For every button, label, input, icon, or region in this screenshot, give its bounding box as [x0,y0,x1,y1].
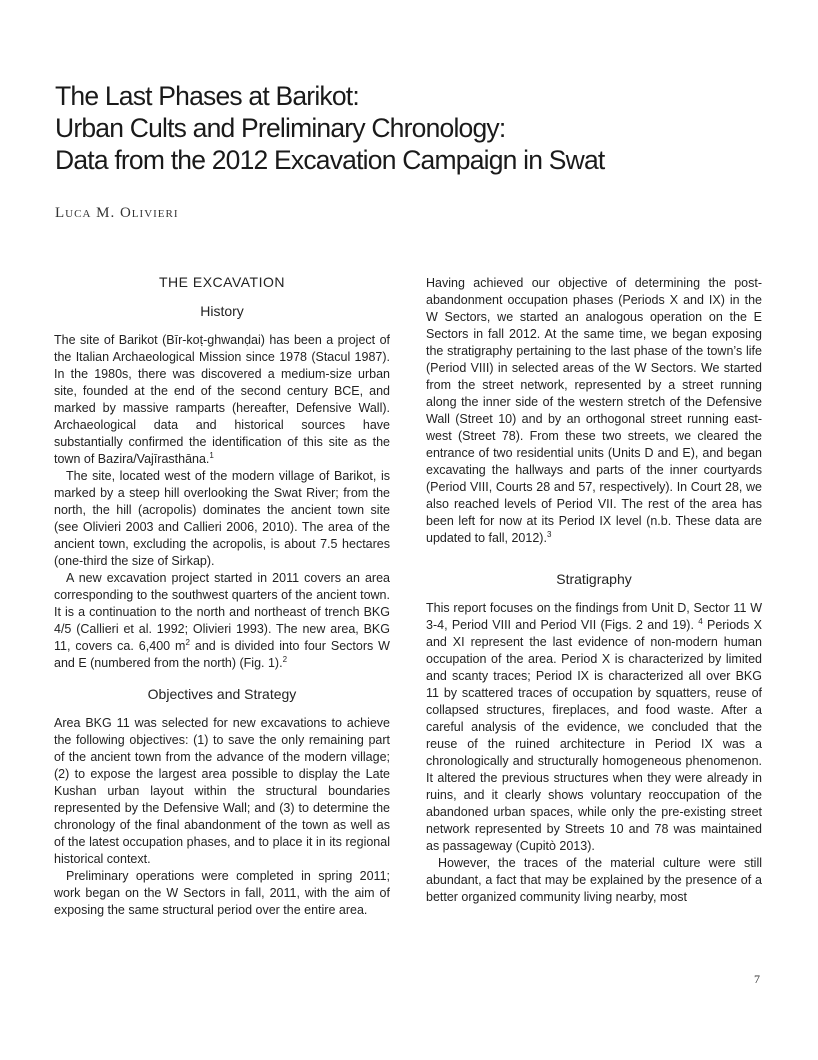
right-column [426,275,762,906]
superscript: 2 [185,637,190,647]
footnote-marker: 3 [546,529,552,539]
right-paragraph-1: Having achieved our objective of determining the post-abandonment occupation phases (Periods X and IX) in the W Sectors, we started an analogous operation on the E Sectors in fall 2012. At the same time, we began exposing the stratigraphy pertaining to the last phase of the town’s life (Period VIII) in selected areas of the W Sectors. We started from the street network, represented by a street running along the inner side of the western stretch of the Defensive Wall (Street 10) and by an orthogonal street running east-west (Street 78). From these two streets, we cleared the entrance of two residential units (Units D and E), and began excavating the hallways and parts of the inner courtyards (Period VIII, Courts 28 and 57, respectively). In Court 28, we also reached levels of Period VII. The rest of the area has been left for now at its Period IX level (n.b. These data are updated to fall, 2012).$^3$ [426,276,762,545]
stratigraphy-paragraph-1: This report focuses on the findings from Unit D, Sector 11 W 3-4, Period VIII and Period VII (Figs. 2 and 19). $^4$ Periods X and XI represent the last evidence of non-modern human occupation of the area. Period X is characterized by limited and scanty traces; Period IX is characterized all over BKG 11 by scattered traces of occupation by squatters, reuse of collapsed structures, fireplaces, and food waste. After a careful analysis of the evidence, we concluded that the reuse of the ruined architecture in Period IX was a chronologically and structurally homogeneous phenomenon. It altered the previous structures when they were already in ruins, and it clearly shows voluntary reoccupation of the abandoned urban spaces, while only the pre-existing street network represented by Streets 10 and 78 was maintained as passageway (Cupitò 2013). [426,601,762,853]
title-line-2: Urban Cults and Preliminary Chronology: [55,113,506,143]
stratigraphy-heading: Stratigraphy [556,571,632,587]
objectives-heading: Objectives and Strategy [147,686,297,702]
section-heading: THE EXCAVATION [158,274,285,290]
history-paragraph-3: A new excavation project started in 2011 covers an area corresponding to the southwest quarters of the ancient town. It is a continuation to the north and northeast of trench BKG 4/5 (Callieri et al. 1992; Olivieri 1993). The new area, BKG 11, covers ca. 6,400 $m^2$ and is divided into four Sectors W and E (numbered from the north) (Fig. 1).$^2$ [54,571,390,670]
history-heading: History [200,303,244,319]
page-number: 7 [754,972,760,986]
left-column [54,274,390,919]
title-line-1: The Last Phases at Barikot: [55,81,359,111]
objectives-paragraph-2: Preliminary operations were completed in spring 2011; work began on the W Sectors in fall, 2011, with the aim of exposing the same structural period over the entire area. [54,869,390,917]
history-paragraph-2: The site, located west of the modern village of Barikot, is marked by a steep hill overlooking the Swat River; from the north, the hill (acropolis) dominates the ancient town site (see Olivieri 2003 and Callieri 2006, 2010). The area of the ancient town, excluding the acropolis, is about 7.5 hectares (one-third the size of Sirkap). [54,469,390,568]
author-name: Luca M. Olivieri [55,205,179,221]
footnote-marker: 4 [698,616,703,626]
stratigraphy-paragraph-2: However, the traces of the material culture were still abundant, a fact that may be explained by the presence of a better organized community living nearby, most [426,856,762,904]
objectives-paragraph-1: Area BKG 11 was selected for new excavations to achieve the following objectives: (1) to save the only remaining part of the ancient town from the advance of the modern village; (2) to expose the largest area possible to display the Late Kushan urban layout within the structural boundaries represented by the Defensive Wall; and (3) to determine the chronology of the final abandonment of the town as well as of the latest occupation phases, and to place it in its regional historical context. [54,716,390,866]
footnote-marker: 1 [209,450,214,460]
title-line-3: Data from the 2012 Excavation Campaign in Swat [55,145,605,175]
article-title [55,80,775,176]
footnote-marker: 2 [282,654,288,664]
history-paragraph-1: The site of Barikot (Bīr-koṭ-ghwanḍai) has been a project of the Italian Archaeological Mission since 1978 (Stacul 1987). In the 1980s, there was discovered a medium-size urban site, founded at the end of the second century BCE, and marked by massive ramparts (hereafter, Defensive Wall). Archaeological data and historical sources have substantially confirmed the identification of this site as the town of Bazira/Vajīrasthāna.$^1$ [54,333,390,466]
